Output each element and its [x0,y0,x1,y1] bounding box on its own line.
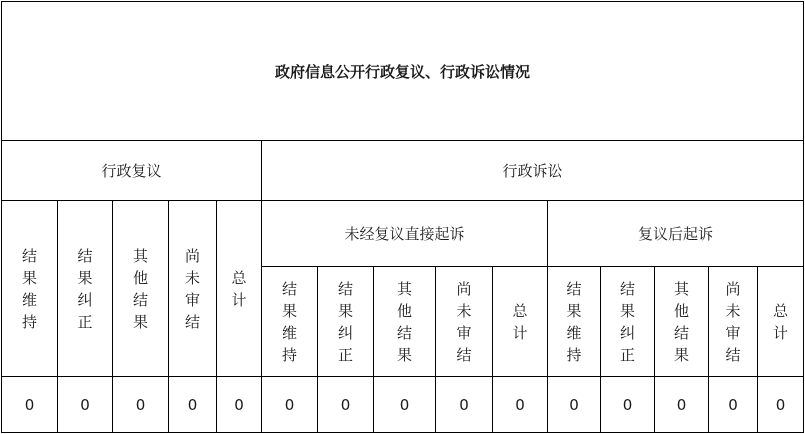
review-litigation-table [1,1,804,433]
direct-value-correct: 0 [318,377,374,433]
litigation-header: 行政诉讼 [262,141,804,201]
direct-value-pending: 0 [436,377,493,433]
after-value-maintain: 0 [548,377,601,433]
direct-col-maintain: 结果维持 [262,267,318,377]
direct-col-other: 其他结果 [374,267,436,377]
after-col-correct: 结果纠正 [601,267,655,377]
review-col-maintain: 结果维持 [2,201,58,377]
review-col-other: 其他结果 [113,201,169,377]
after-value-other: 0 [655,377,709,433]
after-col-other: 其他结果 [655,267,709,377]
after-value-pending: 0 [709,377,758,433]
review-value-maintain: 0 [2,377,58,433]
direct-col-pending: 尚未审结 [436,267,493,377]
table-title: 政府信息公开行政复议、行政诉讼情况 [2,2,804,141]
review-value-correct: 0 [58,377,113,433]
values-row [2,377,804,433]
after-col-maintain: 结果维持 [548,267,601,377]
direct-col-correct: 结果纠正 [318,267,374,377]
after-col-total: 总计 [758,267,804,377]
direct-value-other: 0 [374,377,436,433]
review-col-total: 总计 [217,201,262,377]
direct-col-total: 总计 [493,267,548,377]
direct-value-total: 0 [493,377,548,433]
after-col-pending: 尚未审结 [709,267,758,377]
direct-litigation-header: 未经复议直接起诉 [262,201,548,267]
review-value-other: 0 [113,377,169,433]
review-header: 行政复议 [2,141,262,201]
review-value-pending: 0 [169,377,217,433]
after-review-litigation-header: 复议后起诉 [548,201,804,267]
after-value-correct: 0 [601,377,655,433]
after-value-total: 0 [758,377,804,433]
direct-value-maintain: 0 [262,377,318,433]
review-col-pending: 尚未审结 [169,201,217,377]
review-value-total: 0 [217,377,262,433]
review-col-correct: 结果纠正 [58,201,113,377]
